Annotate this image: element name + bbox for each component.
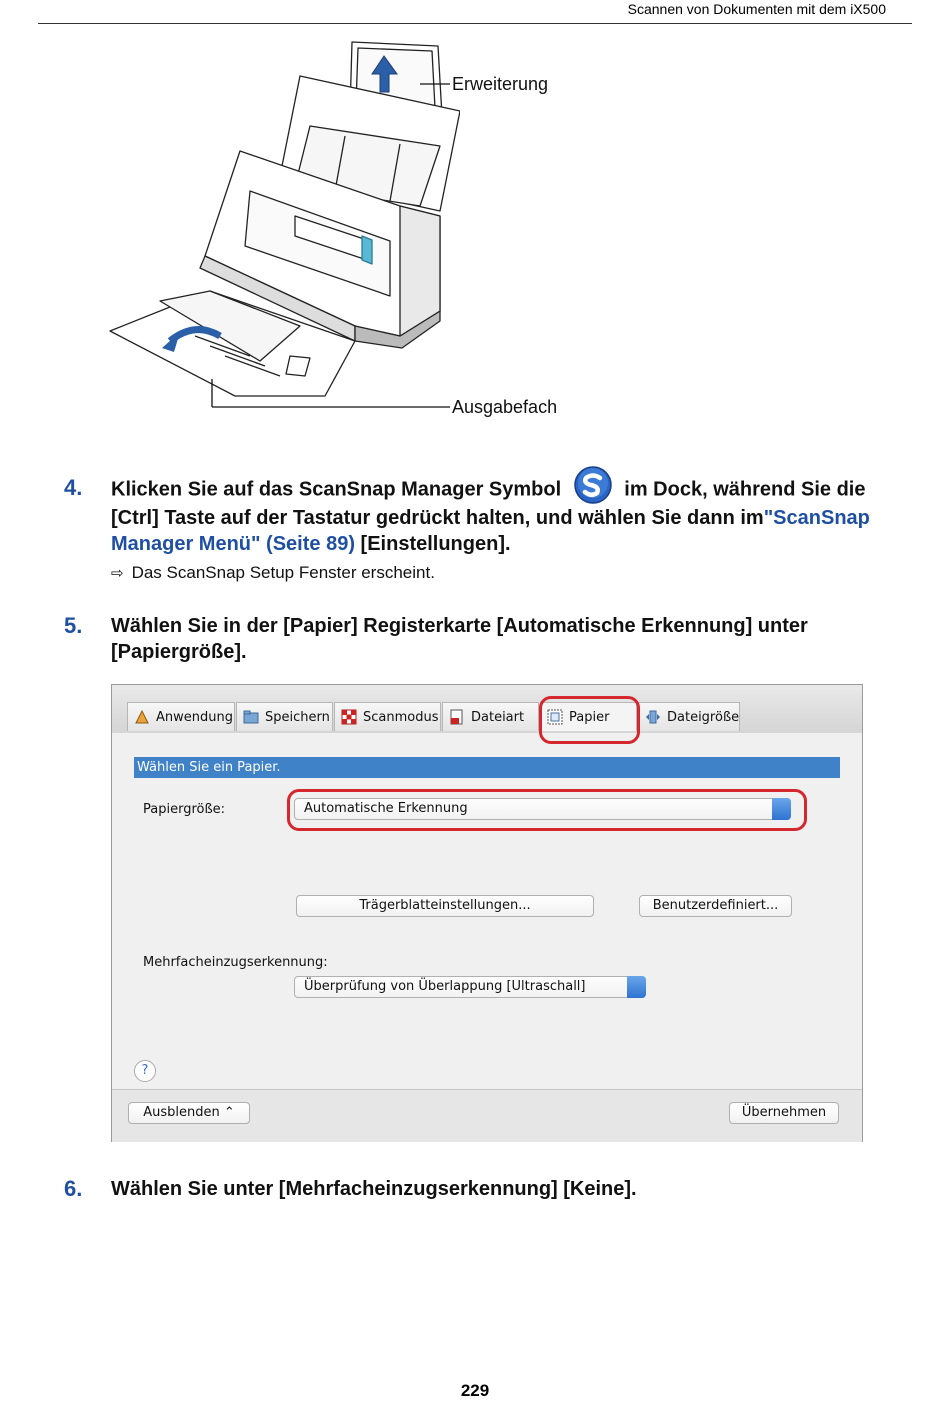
multifeed-label: Mehrfacheinzugserkennung:	[143, 955, 328, 970]
step-instruction: Wählen Sie in der [Papier] Registerkarte [Automatische Erkennung] unter [Papiergröße].	[111, 615, 808, 663]
step-number: 5.	[64, 613, 83, 638]
paper-size-label: Papiergröße:	[143, 802, 226, 817]
tab-anwendung[interactable]: Anwendung	[127, 702, 235, 731]
carrier-sheet-settings-button[interactable]: Trägerblatteinstellungen...	[296, 895, 594, 917]
link-scansnap-manager-menu[interactable]: "ScanSnap Manager Menü" (Seite 89)	[111, 507, 870, 555]
step-6	[64, 1176, 904, 1202]
multifeed-select[interactable]	[294, 976, 646, 998]
step-5	[64, 613, 904, 665]
highlight-paper-size	[287, 789, 807, 831]
highlight-papier-tab	[539, 696, 640, 744]
scansnap-setup-dialog	[111, 684, 863, 1142]
tab-dateiart[interactable]: Dateiart	[442, 702, 539, 731]
callout-output-tray: Ausgabefach	[452, 397, 558, 417]
hide-button[interactable]: Ausblenden ⌃	[128, 1102, 250, 1124]
step-number: 6.	[64, 1176, 83, 1201]
dialog-footer	[112, 1089, 862, 1142]
step-4-result	[111, 563, 435, 583]
tab-speichern[interactable]: Speichern	[236, 702, 333, 731]
scansnap-manager-icon	[573, 465, 613, 505]
application-icon	[134, 709, 150, 725]
paper-size-value: Automatische Erkennung	[304, 801, 468, 816]
folder-icon	[243, 709, 259, 725]
tab-scanmodus[interactable]: Scanmodus	[334, 702, 441, 731]
step-4	[64, 475, 904, 557]
step-instruction: Wählen Sie unter [Mehrfacheinzugserkennung] [Keine].	[111, 1178, 637, 1200]
instruction-part-c: [Einstellungen].	[354, 533, 511, 555]
callout-extension: Erweiterung	[452, 74, 549, 94]
multifeed-value: Überprüfung von Überlappung [Ultraschall]	[304, 979, 586, 994]
step-instruction	[111, 475, 904, 557]
tab-papier[interactable]: Papier	[540, 702, 637, 731]
section-title: Wählen Sie ein Papier.	[134, 757, 840, 778]
tab-dateigroesse[interactable]: Dateigröße	[638, 702, 740, 731]
chevron-up-icon: ⌃	[223, 1105, 235, 1120]
instruction-part-b: im Dock, während Sie die [Ctrl] Taste auf der Tastatur gedrückt halten, und wählen Sie dann im	[111, 478, 866, 529]
page-number: 229	[460, 1381, 490, 1400]
tab-content	[112, 733, 862, 1089]
apply-button[interactable]: Übernehmen	[729, 1102, 839, 1124]
result-text: Das ScanSnap Setup Fenster erscheint.	[131, 563, 435, 582]
file-type-icon	[449, 709, 465, 725]
running-header: Scannen von Dokumenten mit dem iX500	[627, 1, 886, 17]
help-button[interactable]: ?	[134, 1060, 156, 1082]
instruction-part-a: Klicken Sie auf das ScanSnap Manager Symbol	[111, 478, 562, 501]
scanner-illustration	[100, 36, 460, 426]
file-size-icon	[645, 709, 661, 725]
header-rule	[38, 23, 912, 24]
scan-mode-icon	[341, 709, 357, 725]
result-arrow-icon: ⇨	[111, 565, 124, 582]
custom-button[interactable]: Benutzerdefiniert...	[639, 895, 792, 917]
chevron-updown-icon	[627, 976, 646, 998]
tab-bar	[112, 685, 862, 734]
step-number: 4.	[64, 475, 83, 500]
